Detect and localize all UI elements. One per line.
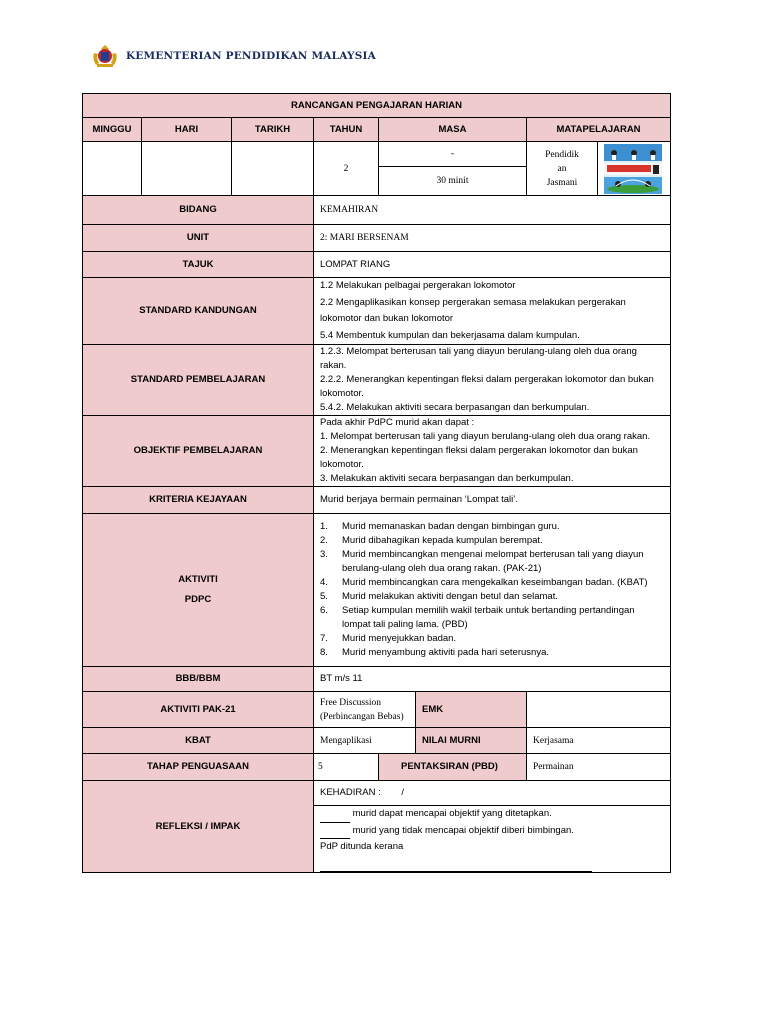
tahap-label: TAHAP PENGUASAAN <box>83 754 314 781</box>
aktiviti-label-2: PDPC <box>184 594 212 605</box>
aktiviti-item: 1. Murid memanaskan badan dengan bimbingan guru. <box>320 521 560 532</box>
sp-label: STANDARD PEMBELAJARAN <box>83 345 314 416</box>
sk-item: 1.2 Melakukan pelbagai pergerakan lokomotor <box>320 280 516 291</box>
bbb-label: BBB/BBM <box>83 667 314 692</box>
ministry-name: KEMENTERIAN PENDIDIKAN MALAYSIA <box>126 50 376 62</box>
col-matapelajaran: MATAPELAJARAN <box>527 118 671 142</box>
aktiviti-content <box>314 514 671 667</box>
refleksi-line-1: murid dapat mencapai objektif yang ditetapkan. <box>320 806 664 823</box>
kehadiran-label: KEHADIRAN : <box>320 787 381 798</box>
kriteria-label: KRITERIA KEJAYAAN <box>83 487 314 514</box>
refleksi-line-2: murid yang tidak mencapai objektif diberi bimbingan. <box>320 823 664 840</box>
kehadiran-separator: / <box>401 787 404 798</box>
tarikh-value <box>232 142 314 196</box>
bbb-value: BT m/s 11 <box>314 667 671 692</box>
sp-content <box>314 345 671 416</box>
subject-illustration-image <box>604 144 662 194</box>
sp-item: 5.4.2. Melakukan aktiviti secara berpasangan dan berkumpulan. <box>320 402 590 413</box>
sp-item: 1.2.3. Melompat berterusan tali yang diayun berulang-ulang oleh dua orang rakan. <box>320 346 637 371</box>
masa-time: - <box>379 143 526 167</box>
col-masa: MASA <box>379 118 527 142</box>
objektif-content <box>314 416 671 487</box>
pak21-value <box>314 692 416 728</box>
aktiviti-item: 7. Murid menyejukkan badan. <box>320 633 457 644</box>
emk-value <box>527 692 671 728</box>
pak21-label: AKTIVITI PAK-21 <box>83 692 314 728</box>
ministry-header <box>90 43 376 69</box>
bidang-value: KEMAHIRAN <box>314 196 671 225</box>
objektif-label: OBJEKTIF PEMBELAJARAN <box>83 416 314 487</box>
col-hari: HARI <box>142 118 232 142</box>
col-tahun: TAHUN <box>314 118 379 142</box>
blank-line <box>320 812 350 823</box>
masa-cell <box>379 142 527 196</box>
subject-image-cell <box>598 142 671 196</box>
nilai-murni-value: Kerjasama <box>527 728 671 754</box>
minggu-value <box>83 142 142 196</box>
subject-name <box>527 142 598 196</box>
aktiviti-item: 2. Murid dibahagikan kepada kumpulan berempat. <box>320 535 543 546</box>
objektif-item: 1. Melompat berterusan tali yang diayun berulang-ulang oleh dua orang rakan. <box>320 431 651 442</box>
aktiviti-label <box>83 514 314 667</box>
kbat-label: KBAT <box>83 728 314 754</box>
objektif-item: 2. Menerangkan kepentingan fleksi dalam pergerakan lokomotor dan bukan lokomotor. <box>320 445 638 470</box>
objektif-item: 3. Melakukan aktiviti secara berpasangan dan berkumpulan. <box>320 473 574 484</box>
pbd-value: Permainan <box>527 754 671 781</box>
emk-label: EMK <box>416 692 527 728</box>
ministry-crest-logo <box>90 43 120 69</box>
subject-line-3: Jasmani <box>546 177 578 188</box>
aktiviti-label-1: AKTIVITI <box>178 574 218 585</box>
refleksi-label: REFLEKSI / IMPAK <box>83 781 314 873</box>
pak21-value-2: (Perbincangan Bebas) <box>320 711 404 722</box>
tajuk-value: LOMPAT RIANG <box>314 252 671 278</box>
sk-content <box>314 278 671 345</box>
aktiviti-item: 5. Murid melakukan aktiviti dengan betul dan selamat. <box>320 591 558 602</box>
aktiviti-list <box>320 520 664 660</box>
subject-line-1: Pendidik <box>545 149 579 160</box>
aktiviti-item: 3. Murid membincangkan mengenai melompat berterusan tali yang diayun berulang-ulang oleh dua orang rakan. (PAK-21) <box>320 549 644 574</box>
tajuk-label: TAJUK <box>83 252 314 278</box>
pbd-label: PENTAKSIRAN (PBD) <box>379 754 527 781</box>
col-minggu: MINGGU <box>83 118 142 142</box>
blank-line <box>320 861 592 872</box>
aktiviti-item: 8. Murid menyambung aktiviti pada hari seterusnya. <box>320 647 549 658</box>
nilai-murni-label: NILAI MURNI <box>416 728 527 754</box>
kriteria-value: Murid berjaya bermain permainan ‘Lompat tali’. <box>314 487 671 514</box>
objektif-intro: Pada akhir PdPC murid akan dapat : <box>320 417 475 428</box>
rph-table <box>82 93 671 873</box>
pak21-value-1: Free Discussion <box>320 697 381 708</box>
tahap-value: 5 <box>314 754 379 781</box>
subject-line-2: an <box>557 163 567 174</box>
col-tarikh: TARIKH <box>232 118 314 142</box>
kbat-value: Mengaplikasi <box>314 728 416 754</box>
unit-value: 2: MARI BERSENAM <box>314 225 671 252</box>
sk-item: 5.4 Membentuk kumpulan dan bekerjasama dalam kumpulan. <box>320 329 580 341</box>
unit-label: UNIT <box>83 225 314 252</box>
sk-item: 2.2 Mengaplikasikan konsep pergerakan semasa melakukan pergerakan lokomotor dan bukan lokomotor <box>320 296 626 324</box>
aktiviti-item: 6. Setiap kumpulan memilih wakil terbaik untuk bertanding pertandingan lompat tali paling lama. (PBD) <box>320 605 635 630</box>
kehadiran-row <box>314 781 671 806</box>
tahun-value: 2 <box>314 142 379 196</box>
refleksi-content <box>314 806 671 873</box>
hari-value <box>142 142 232 196</box>
sk-label: STANDARD KANDUNGAN <box>83 278 314 345</box>
blank-line <box>320 828 350 839</box>
table-title: RANCANGAN PENGAJARAN HARIAN <box>83 94 671 118</box>
bidang-label: BIDANG <box>83 196 314 225</box>
refleksi-line-3: PdP ditunda kerana <box>320 839 664 872</box>
sp-item: 2.2.2. Menerangkan kepentingan fleksi dalam pergerakan lokomotor dan bukan lokomotor. <box>320 374 654 399</box>
aktiviti-item: 4. Murid membincangkan cara mengekalkan keseimbangan badan. (KBAT) <box>320 577 648 588</box>
masa-duration: 30 minit <box>436 175 469 186</box>
